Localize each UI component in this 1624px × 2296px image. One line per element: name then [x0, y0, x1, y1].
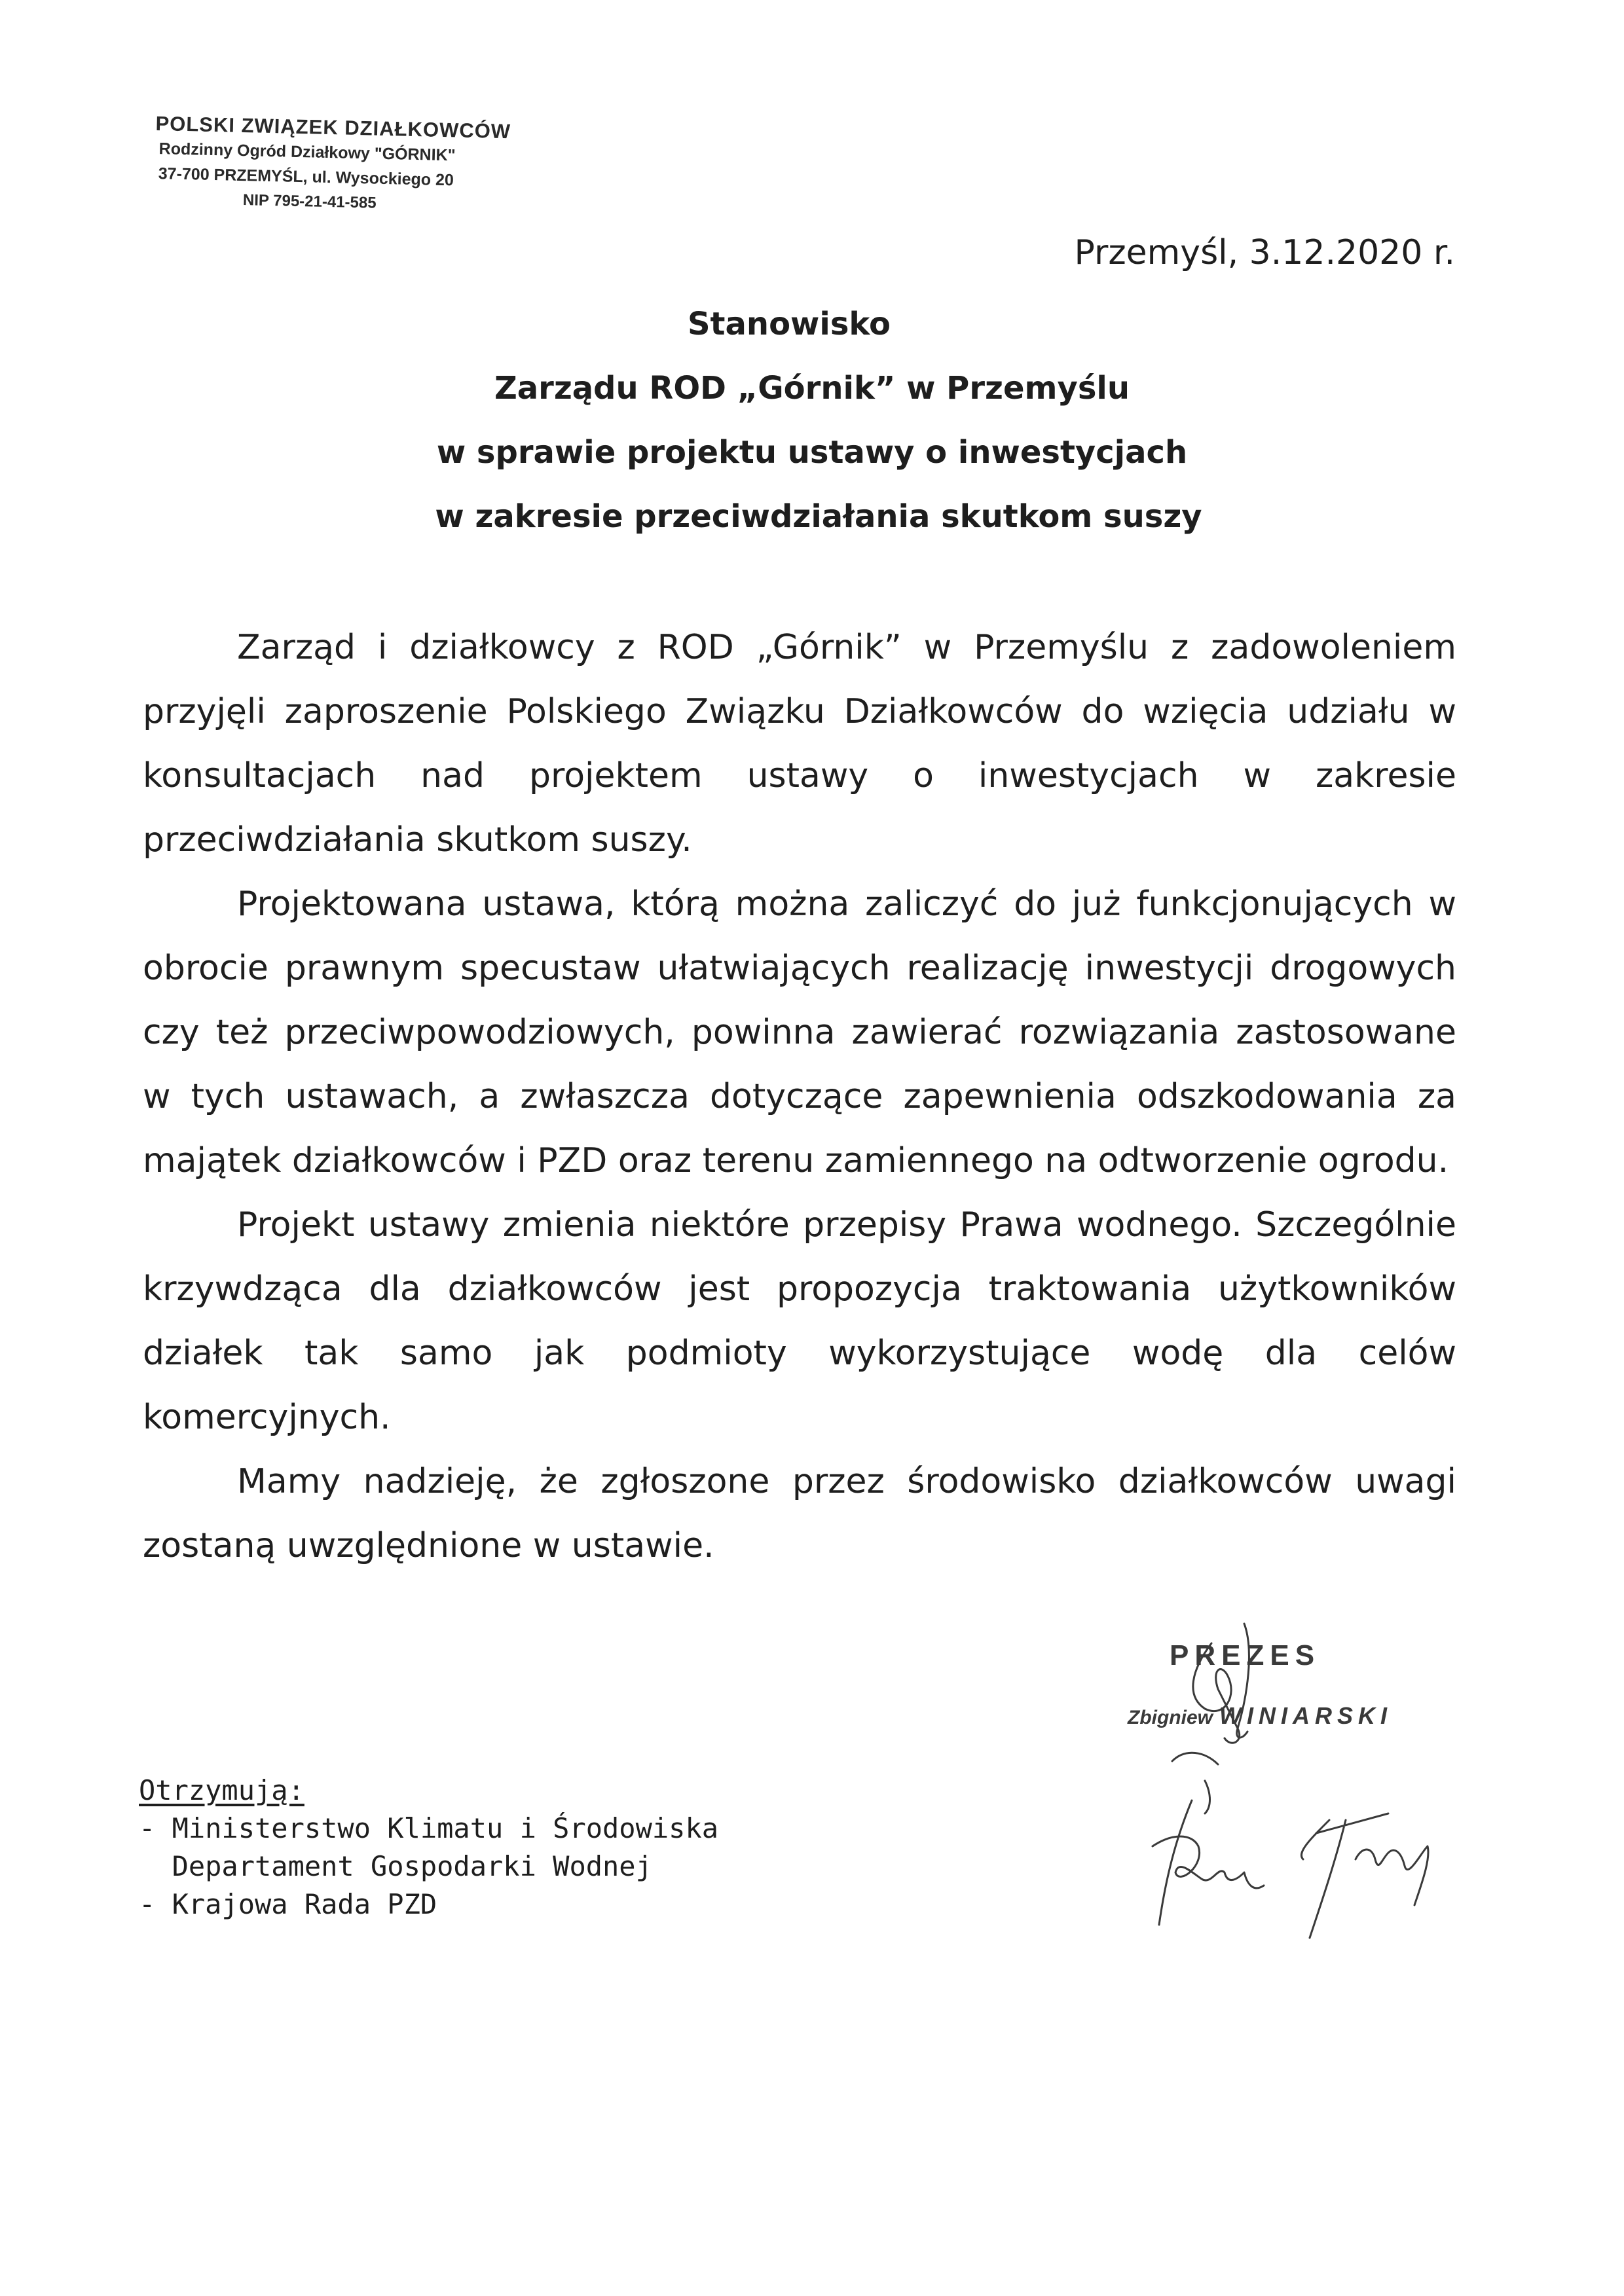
stamp-line-organization: POLSKI ZWIĄZEK DZIAŁKOWCÓW — [155, 111, 511, 143]
recipient-item-2: Departament Gospodarki Wodnej — [139, 1850, 652, 1882]
signature-last-name: WINIARSKI — [1219, 1702, 1392, 1729]
recipient-item-1: - Ministerstwo Klimatu i Środowiska — [139, 1812, 719, 1844]
title-line-4: w zakresie przeciwdziałania skutkom suszy — [435, 498, 1202, 535]
title-line-1: Stanowisko — [687, 306, 891, 342]
stamp-line-address: 37-700 PRZEMYŚL, ul. Wysockiego 20 — [158, 164, 454, 190]
stamp-line-garden-name: Rodzinny Ogród Działkowy "GÓRNIK" — [158, 139, 456, 165]
body-paragraph-1: Zarząd i działkowcy z ROD „Górnik” w Przemyślu z zadowoleniem przyjęli zaproszenie Polskiego Związku Działkowców do wzięcia udziału w konsultacjach nad projektem ustawy o inwestycjach w zakresie przeciwdziałania skutkom suszy. — [143, 628, 1456, 860]
body-paragraph-4: Mamy nadzieję, że zgłoszone przez środowisko działkowców uwagi zostaną uwzględnione w ustawie. — [143, 1462, 1456, 1565]
title-line-2: Zarządu ROD „Górnik” w Przemyślu — [494, 370, 1130, 407]
stamp-line-nip: NIP 795-21-41-585 — [242, 191, 377, 212]
document-body — [143, 615, 1456, 1578]
recipients-heading: Otrzymują: — [139, 1774, 304, 1806]
body-paragraph-2: Projektowana ustawa, którą można zaliczyć do już funkcjonujących w obrocie prawnym specustaw ułatwiających realizację inwestycji drogowych czy też przeciwpowodziowych, powinna zawierać rozwiązania zastosowane w tych ustawach, a zwłaszcza dotyczące zapewnienia odszkodowania za majątek działkowców i PZD oraz terenu zamiennego na odtworzenie ogrodu. — [143, 884, 1456, 1180]
recipients-list — [139, 1772, 718, 1923]
document-title — [0, 292, 1624, 549]
organization-stamp — [154, 111, 523, 219]
document-date: Przemyśl, 3.12.2020 r. — [1074, 233, 1455, 272]
recipient-item-3: - Krajowa Rada PZD — [139, 1888, 437, 1920]
signature-first-name: Zbigniew — [1128, 1707, 1213, 1728]
handwritten-signature-icon — [1113, 1597, 1454, 1964]
body-paragraph-3: Projekt ustawy zmienia niektóre przepisy Prawa wodnego. Szczególnie krzywdząca dla działkowców jest propozycja traktowania użytkowników działek tak samo jak podmioty wykorzystujące wodę dla celów komercyjnych. — [143, 1205, 1456, 1437]
title-line-3: w sprawie projektu ustawy o inwestycjach — [436, 434, 1188, 471]
signature-title: PREZES — [1170, 1639, 1321, 1671]
signature-block — [1113, 1597, 1454, 1964]
